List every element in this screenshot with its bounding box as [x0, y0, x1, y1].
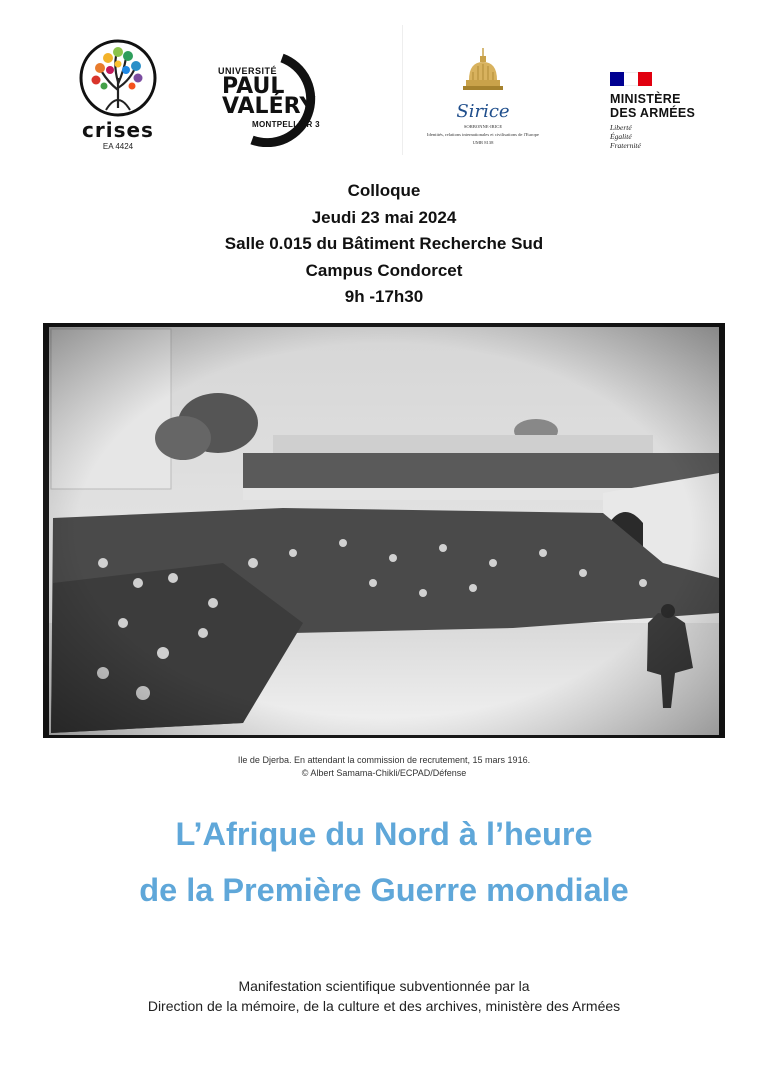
sirice-wordmark: Sirice: [456, 101, 510, 122]
ministere-line1: MINISTÈRE: [610, 92, 681, 106]
ministere-logo: [610, 72, 730, 162]
upv-logo: [212, 52, 342, 147]
crises-code: EA 4424: [102, 142, 134, 151]
motto-liberte: Liberté: [610, 123, 632, 132]
sirice-line1: SORBONNE-IRICE: [463, 124, 503, 129]
colloquium-title-line2: de la Première Guerre mondiale: [139, 872, 629, 908]
djerba-crowd-photo: [43, 323, 725, 738]
crises-tree-icon: [78, 38, 158, 118]
crises-logo: [68, 38, 168, 163]
sirice-line2: Identités, relations internationales et civilisations de l'Europe: [427, 132, 539, 137]
event-room: Salle 0.015 du Bâtiment Recherche Sud: [224, 234, 544, 253]
sirice-dome-icon: [463, 48, 503, 94]
partner-logos: [0, 0, 768, 170]
event-hours: 9h -17h30: [344, 287, 424, 306]
sirice-line3: UMR 8138: [472, 140, 494, 145]
motto-egalite: Égalité: [610, 132, 632, 141]
crises-name: crises: [82, 118, 154, 142]
event-type: Colloque: [347, 181, 421, 200]
funding-line2: Direction de la mémoire, de la culture et des archives, ministère des Armées: [147, 998, 621, 1014]
marianne-flag-icon: [610, 72, 652, 86]
upv-name-line2: VALÉRY: [222, 94, 316, 119]
upv-university: UNIVERSITÉ: [218, 66, 278, 76]
event-date: Jeudi 23 mai 2024: [311, 207, 457, 227]
sirice-logo: [418, 48, 548, 148]
event-campus: Campus Condorcet: [305, 260, 463, 280]
upv-name-line1: PAUL: [222, 74, 285, 99]
photo-credit: © Albert Samama-Chikli/ECPAD/Défense: [301, 768, 467, 778]
ministere-motto: [610, 123, 730, 150]
ministere-line2: DES ARMÉES: [610, 106, 696, 120]
upv-city: MONTPELLIER 3: [252, 120, 320, 129]
funding-line1: Manifestation scientifique subventionnée par la: [238, 978, 530, 994]
photo-caption: Ile de Djerba. En attendant la commission de recrutement, 15 mars 1916.: [237, 755, 531, 765]
logo-divider: [402, 25, 403, 155]
historical-photo: [43, 323, 725, 738]
event-details: [0, 178, 768, 311]
colloquium-title-line1: L’Afrique du Nord à l’heure: [175, 816, 593, 852]
motto-fraternite: Fraternité: [610, 141, 641, 150]
